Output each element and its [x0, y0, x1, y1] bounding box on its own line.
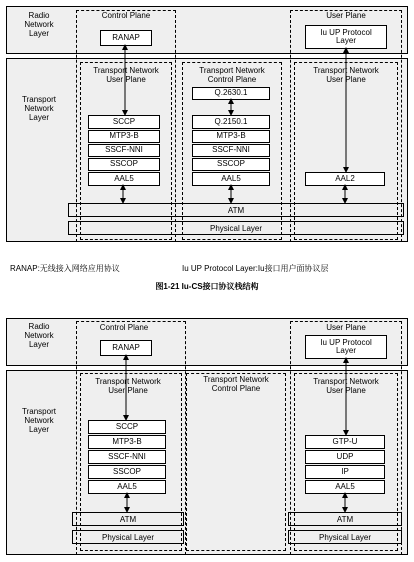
box-line: Layer	[335, 346, 356, 355]
mtp3b-box: MTP3-B	[88, 435, 166, 449]
box-line: Iu UP Protocol	[320, 27, 372, 37]
sscf-nni-box: SSCF-NNI	[192, 144, 270, 157]
label-line: Control Plane	[207, 74, 257, 84]
label-line: Transport Network	[313, 66, 379, 75]
label-line: Network	[24, 19, 54, 29]
sscop-box: SSCOP	[88, 158, 160, 171]
label-line: Radio	[28, 322, 50, 331]
label-line: Transport Network	[313, 377, 379, 386]
physical-layer-right-bar: Physical Layer	[288, 530, 402, 544]
label-line: Layer	[28, 339, 49, 349]
control-plane-title: Control Plane	[99, 323, 149, 332]
label-line: User Plane	[106, 74, 146, 84]
label-line: Layer	[28, 112, 49, 122]
label-line: Transport Network	[203, 375, 269, 384]
legend-iu-up: Iu UP Protocol Layer:Iu接口用户面协议层	[182, 264, 329, 273]
box-line: Iu UP Protocol	[320, 337, 372, 347]
ranap-box: RANAP	[100, 340, 152, 356]
sscf-nni-box: SSCF-NNI	[88, 144, 160, 157]
aal2-box: AAL2	[305, 172, 385, 186]
label-line: Transport Network	[93, 66, 159, 75]
aal5-box: AAL5	[88, 172, 160, 186]
atm-right-bar: ATM	[288, 512, 402, 526]
label-line: Transport	[22, 95, 56, 104]
gtp-u-box: GTP-U	[305, 435, 385, 449]
control-plane-title: Control Plane	[101, 11, 151, 20]
label-line: Transport Network	[199, 66, 265, 75]
figure-iu-ps	[0, 315, 414, 562]
user-plane-title: User Plane	[326, 11, 366, 20]
aal5-box: AAL5	[192, 172, 270, 186]
label-line: Layer	[28, 424, 49, 434]
label-line: User Plane	[108, 385, 148, 395]
physical-layer-bar: Physical Layer	[68, 221, 404, 235]
sscf-nni-box: SSCF-NNI	[88, 450, 166, 464]
label-line: Radio	[28, 11, 50, 20]
physical-layer-left-bar: Physical Layer	[72, 530, 184, 544]
label-line: Transport	[22, 407, 56, 416]
legend-ranap: RANAP:无线接入网络应用协议	[10, 264, 120, 273]
mtp3b-box: MTP3-B	[88, 130, 160, 143]
ip-box: IP	[305, 465, 385, 479]
sccp-box: SCCP	[88, 115, 160, 129]
label-line: Network	[24, 103, 54, 113]
connector-arrows	[0, 0, 414, 255]
ranap-box: RANAP	[100, 30, 152, 46]
label-line: User Plane	[326, 74, 366, 84]
label-line: User Plane	[326, 385, 366, 395]
label-line: Transport Network	[95, 377, 161, 386]
figure-iu-cs	[0, 0, 414, 255]
q2150-box: Q.2150.1	[192, 115, 270, 129]
user-plane-title: User Plane	[326, 323, 366, 332]
box-line: Layer	[335, 36, 356, 45]
sscop-box: SSCOP	[88, 465, 166, 479]
label-line: Network	[24, 330, 54, 340]
label-line: Layer	[28, 28, 49, 38]
figure-1-caption: 图1-21 Iu-CS接口协议栈结构	[155, 282, 259, 291]
connector-arrows	[0, 315, 414, 562]
q2630-box: Q.2630.1	[192, 87, 270, 100]
atm-bar: ATM	[68, 203, 404, 217]
sccp-box: SCCP	[88, 420, 166, 434]
label-line: Network	[24, 415, 54, 425]
mtp3b-box: MTP3-B	[192, 130, 270, 143]
aal5-box: AAL5	[305, 480, 385, 494]
sscop-box: SSCOP	[192, 158, 270, 171]
udp-box: UDP	[305, 450, 385, 464]
label-line: Control Plane	[211, 383, 261, 393]
aal5-box: AAL5	[88, 480, 166, 494]
atm-left-bar: ATM	[72, 512, 184, 526]
